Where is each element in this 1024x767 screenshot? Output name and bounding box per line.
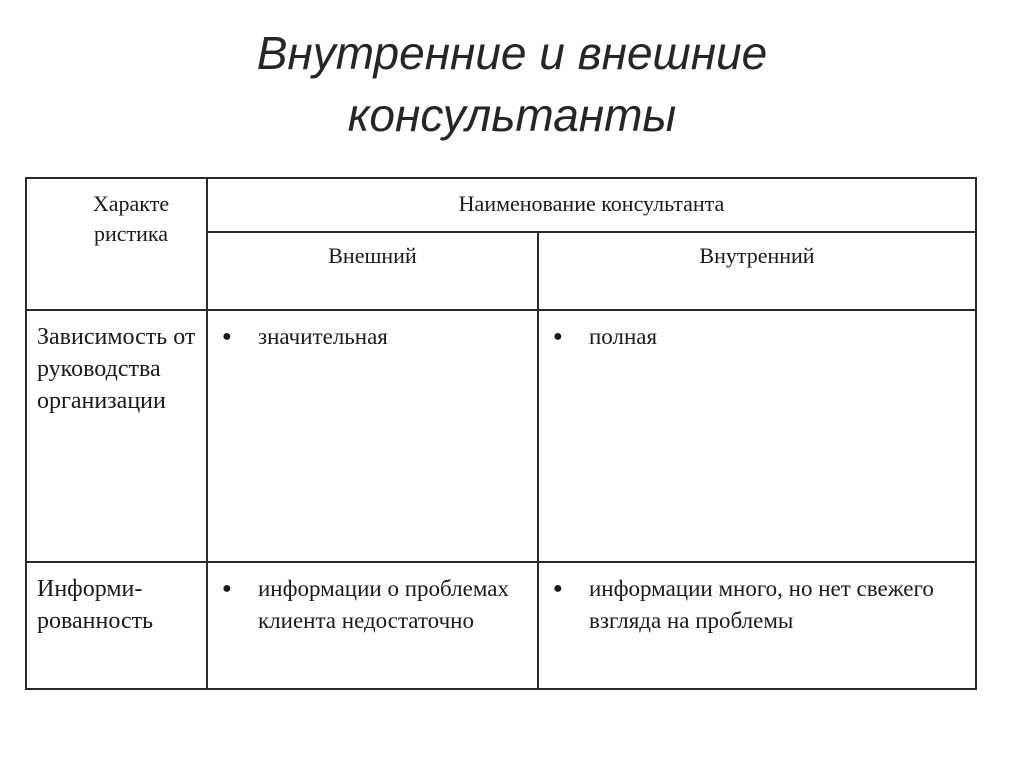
cell-external-text: информации о проблемах клиента недостаточно bbox=[258, 576, 509, 633]
bullet-dot-icon: ● bbox=[222, 580, 232, 597]
list-item bbox=[220, 321, 527, 353]
header-characteristic-text: Характе ристика bbox=[92, 191, 170, 246]
comparison-table bbox=[25, 177, 977, 690]
cell-internal-text: полная bbox=[589, 324, 658, 349]
bullet-dot-icon: ● bbox=[222, 328, 232, 345]
list-item bbox=[551, 321, 965, 353]
cell-external-text: значительная bbox=[258, 324, 388, 349]
header-internal: Внутренний bbox=[538, 232, 976, 310]
cell-external bbox=[207, 562, 538, 689]
slide-title-line-1: Внутренние и внешние bbox=[256, 27, 768, 79]
list-item bbox=[220, 573, 527, 637]
row-label: Зависимость от руководства организации bbox=[26, 310, 207, 562]
cell-internal bbox=[538, 562, 976, 689]
row-label: Информи-рованность bbox=[26, 562, 207, 689]
cell-internal-text: информации много, но нет свежего взгляда на проблемы bbox=[589, 576, 934, 633]
cell-external bbox=[207, 310, 538, 562]
table-row bbox=[26, 562, 976, 689]
header-row-1 bbox=[26, 178, 976, 232]
header-consultant-name: Наименование консультанта bbox=[207, 178, 976, 232]
slide-title bbox=[0, 22, 1024, 146]
header-external: Внешний bbox=[207, 232, 538, 310]
bullet-dot-icon: ● bbox=[553, 328, 563, 345]
list-item bbox=[551, 573, 965, 637]
header-characteristic bbox=[26, 178, 207, 310]
cell-internal bbox=[538, 310, 976, 562]
bullet-dot-icon: ● bbox=[553, 580, 563, 597]
slide-title-line-2: консультанты bbox=[347, 89, 677, 141]
table-row bbox=[26, 310, 976, 562]
